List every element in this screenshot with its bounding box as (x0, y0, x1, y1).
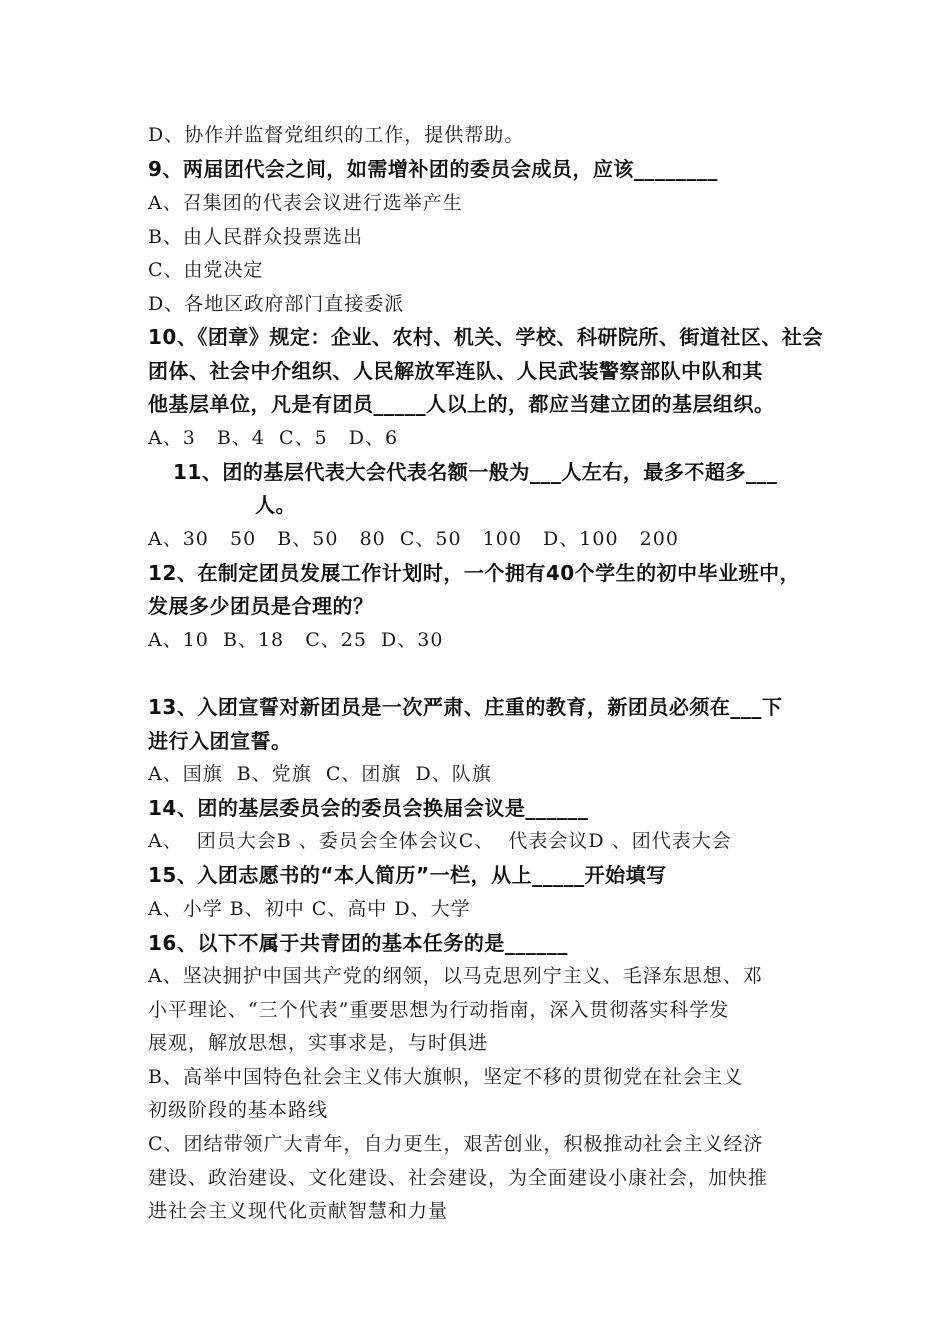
q16-option-b-line-1: B、高举中国特色社会主义伟大旗帜，坚定不移的贯彻党在社会主义 (148, 1066, 743, 1088)
q11-options: A、30 50 B、50 80 C、50 100 D、100 200 (148, 528, 679, 550)
q10-options: A、3 B、4 C、5 D、6 (148, 427, 399, 449)
question-16: 16、以下不属于共青团的基本任务的是______ (148, 931, 568, 955)
q15-options: A、小学 B、初中 C、高中 D、大学 (148, 898, 471, 920)
question-15: 15、入团志愿书的“本人简历”一栏，从上_____开始填写 (148, 863, 667, 887)
q16-option-b-line-2: 初级阶段的基本路线 (148, 1099, 329, 1121)
q12-options: A、10 B、18 C、25 D、30 (148, 629, 444, 651)
question-11-line-2: 人。 (255, 493, 296, 517)
q16-option-a-line-1: A、坚决拥护中国共产党的纲领，以马克思列宁主义、毛泽东思想、邓 (148, 965, 763, 987)
question-10-line-2: 团体、社会中介组织、人民解放军连队、人民武装警察部队中队和其 (148, 359, 763, 383)
q16-option-c-line-1: C、团结带领广大青年，自力更生，艰苦创业，积极推动社会主义经济 (148, 1133, 764, 1155)
q8-option-d: D、协作并监督党组织的工作，提供帮助。 (148, 124, 525, 146)
question-14: 14、团的基层委员会的委员会换届会议是______ (148, 796, 589, 820)
q9-option-d: D、各地区政府部门直接委派 (148, 293, 405, 315)
question-11-line-1: 11、团的基层代表大会代表名额一般为___人左右，最多不超多___ (173, 460, 778, 484)
q16-option-c-line-2: 建设、政治建设、文化建设、社会建设，为全面建设小康社会，加快推 (148, 1167, 769, 1189)
q16-option-a-line-2: 小平理论、“三个代表”重要思想为行动指南，深入贯彻落实科学发 (148, 999, 730, 1021)
q14-options: A、 团员大会B 、委员会全体会议C、 代表会议D 、团代表大会 (148, 830, 732, 852)
q16-option-a-line-3: 展观，解放思想，实事求是，与时俱进 (148, 1032, 489, 1054)
question-9: 9、两届团代会之间，如需增补团的委员会成员，应该________ (148, 157, 718, 181)
question-13-line-1: 13、入团宣誓对新团员是一次严肃、庄重的教育，新团员必须在___下 (148, 695, 783, 719)
q13-options: A、国旗 B、党旗 C、团旗 D、队旗 (148, 763, 492, 785)
question-12-line-2: 发展多少团员是合理的？ (148, 594, 374, 618)
q9-option-b: B、由人民群众投票选出 (148, 226, 363, 248)
q9-option-a: A、召集团的代表会议进行选举产生 (148, 192, 463, 214)
question-10-line-3: 他基层单位，凡是有团员_____人以上的，都应当建立团的基层组织。 (148, 392, 775, 416)
question-12-line-1: 12、在制定团员发展工作计划时，一个拥有40个学生的初中毕业班中， (148, 561, 801, 585)
q9-option-c: C、由党决定 (148, 259, 264, 281)
q16-option-c-line-3: 进社会主义现代化贡献智慧和力量 (148, 1200, 449, 1222)
question-10-line-1: 10、《团章》规定：企业、农村、机关、学校、科研院所、街道社区、社会 (148, 325, 823, 349)
question-13-line-2: 进行入团宣誓。 (148, 729, 292, 753)
